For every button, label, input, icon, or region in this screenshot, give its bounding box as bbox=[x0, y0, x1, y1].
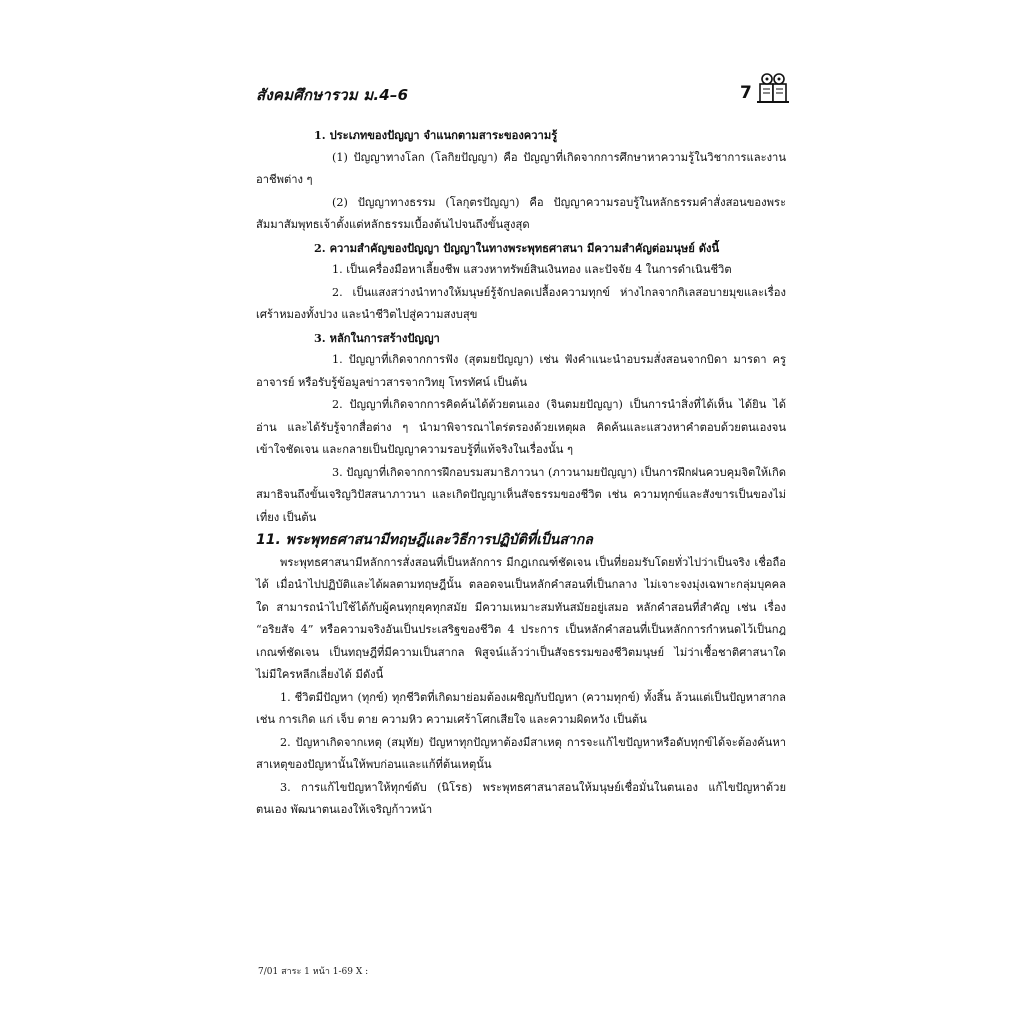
paragraph: 1. เป็นเครื่องมือหาเลี้ยงชีพ แสวงหาทรัพย์สินเงินทอง และปัจจัย 4 ในการดำเนินชีวิต bbox=[332, 263, 732, 276]
section-heading: 11. พระพุทธศาสนามีทฤษฎีและวิธีการปฏิบัติที่เป็นสากล bbox=[256, 532, 593, 548]
paragraph: (2) ปัญญาทางธรรม (โลกุตรปัญญา) คือ ปัญญาความรอบรู้ในหลักธรรมคำสั่งสอนของพระสัมมาสัมพุทธเจ้าตั้งแต่หลักธรรมเบื้องต้นไปจนถึงขั้นสูงสุด bbox=[256, 195, 786, 231]
paragraph: 1. ชีวิตมีปัญหา (ทุกข์) ทุกชีวิตที่เกิดมาย่อมต้องเผชิญกับปัญหา (ความทุกข์) ทั้งสิ้น ล้วนแต่เป็นปัญหาสากล เช่น การเกิด แก่ เจ็บ ตาย ความหิว ความเศร้าโศกเสียใจ และความผิดหวัง เป็นต้น bbox=[256, 690, 786, 726]
print-footer: 7/01 สาระ 1 หน้า 1-69 X : bbox=[258, 967, 369, 977]
paragraph: 3. ปัญญาที่เกิดจากการฝึกอบรมสมาธิภาวนา (ภาวนามยปัญญา) เป็นการฝึกฝนควบคุมจิตให้เกิดสมาธิจนถึงขั้นเจริญวิปัสสนาภาวนา และเกิดปัญญาเห็นสัจธรรมของชีวิต เช่น ความทุกข์และสังขารเป็นของไม่เที่ยง เป็นต้น bbox=[256, 465, 786, 524]
paragraph: 1. ปัญญาที่เกิดจากการฟัง (สุตมยปัญญา) เช่น ฟังคำแนะนำอบรมสั่งสอนจากบิดา มารดา ครู อาจารย์ หรือรับรู้ข้อมูลข่าวสารจากวิทยุ โทรทัศน์ เป็นต้น bbox=[256, 353, 786, 389]
page-number-badge bbox=[736, 72, 792, 106]
paragraph: พระพุทธศาสนามีหลักการสั่งสอนที่เป็นหลักการ มีกฎเกณฑ์ชัดเจน เป็นที่ยอมรับโดยทั่วไปว่าเป็นจริง เชื่อถือได้ เมื่อนำไปปฏิบัติและได้ผลตามทฤษฎีนั้น ตลอดจนเป็นหลักคำสอนที่เป็นกลาง ไม่เจาะจงมุ่งเฉพาะกลุ่มบุคคลใด สามารถนำไปใช้ได้กับผู้คนทุกยุคทุกสมัย มีความเหมาะสมทันสมัยอยู่เสมอ หลักคำสอนที่สำคัญ เช่น เรื่อง “อริยสัจ 4” หรือความจริงอันเป็นประเสริฐของชีวิต 4 ประการ เป็นหลักคำสอนที่เป็นหลักการกำหนดไว้เป็นกฎเกณฑ์ชัดเจน เป็นทฤษฎีที่มีความเป็นสากล พิสูจน์แล้วว่าเป็นสัจธรรมของชีวิตมนุษย์ ไม่ว่าเชื้อชาติศาสนาใด ไม่มีใครหลีกเลี่ยงได้ มีดังนี้ bbox=[256, 555, 786, 681]
page-body bbox=[256, 124, 786, 822]
paragraph: 2. ปัญญาที่เกิดจากการคิดค้นได้ด้วยตนเอง (จินตมยปัญญา) เป็นการนำสิ่งที่ได้เห็น ได้ยิน ได้อ่าน และได้รับรู้จากสื่อต่าง ๆ นำมาพิจารณาไตร่ตรองด้วยเหตุผล คิดค้นและแสวงหาคำตอบด้วยตนเองจนเข้าใจชัดเจน และกลายเป็นปัญญาความรอบรู้ที่แท้จริงในเรื่องนั้น ๆ bbox=[256, 398, 786, 456]
heading-importance-of-wisdom: 2. ความสำคัญของปัญญา ปัญญาในทางพระพุทธศาสนา มีความสำคัญต่อมนุษย์ ดังนี้ bbox=[314, 240, 720, 255]
heading-types-of-wisdom: 1. ประเภทของปัญญา จำแนกตามสาระของความรู้ bbox=[314, 128, 558, 142]
book-icon bbox=[754, 72, 792, 106]
paragraph: 3. การแก้ไขปัญหาให้ทุกข์ดับ (นิโรธ) พระพุทธศาสนาสอนให้มนุษย์เชื่อมั่นในตนเอง แก้ไขปัญหาด้วยตนเอง พัฒนาตนเองให้เจริญก้าวหน้า bbox=[256, 780, 786, 816]
paragraph: (1) ปัญญาทางโลก (โลกิยปัญญา) คือ ปัญญาที่เกิดจากการศึกษาหาความรู้ในวิชาการและงานอาชีพต่าง ๆ bbox=[256, 150, 786, 186]
paragraph: 2. เป็นแสงสว่างนำทางให้มนุษย์รู้จักปลดเปลื้องความทุกข์ ห่างไกลจากกิเลสอบายมุขและเรื่องเศร้าหมองทั้งปวง และนำชีวิตไปสู่ความสงบสุข bbox=[256, 285, 786, 321]
paragraph: 2. ปัญหาเกิดจากเหตุ (สมุทัย) ปัญหาทุกปัญหาต้องมีสาเหตุ การจะแก้ไขปัญหาหรือดับทุกข์ได้จะต้องค้นหาสาเหตุของปัญหานั้นให้พบก่อนและแก้ที่ต้นเหตุนั้น bbox=[256, 735, 786, 771]
heading-building-wisdom: 3. หลักในการสร้างปัญญา bbox=[314, 330, 440, 345]
running-header-title: สังคมศึกษารวม ม.4–6 bbox=[256, 86, 409, 104]
page-number: 7 bbox=[740, 83, 752, 103]
